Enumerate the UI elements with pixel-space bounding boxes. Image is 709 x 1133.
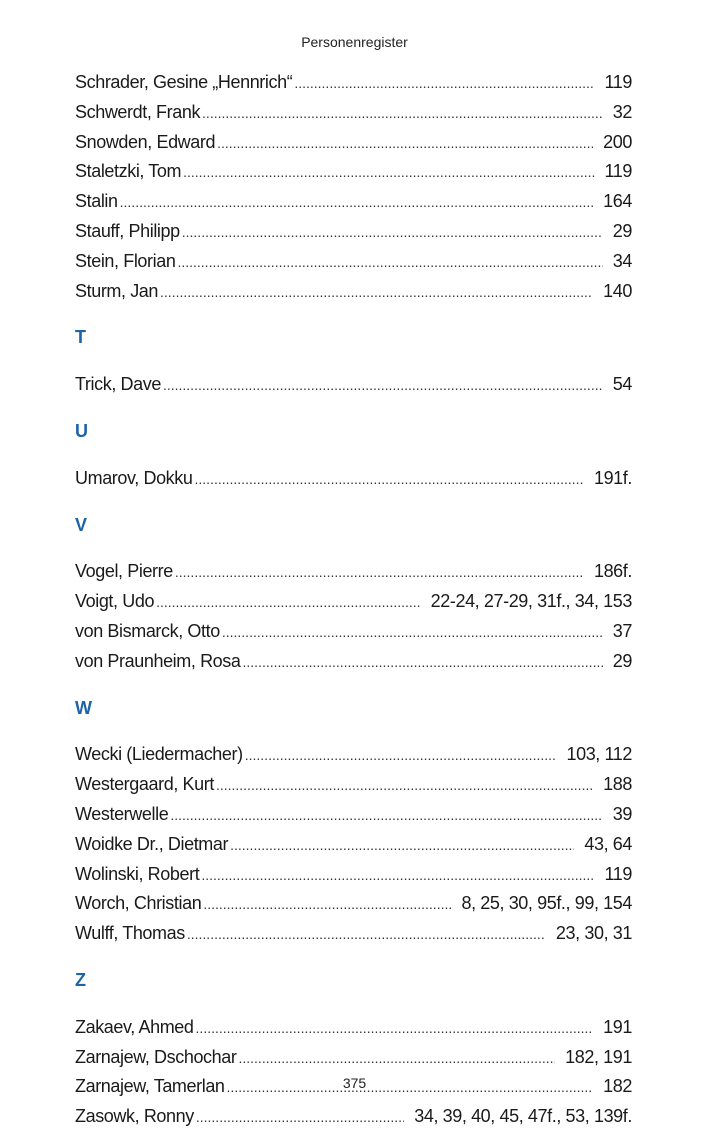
entry-pages: 43, 64: [584, 833, 632, 854]
entry-pages: 39: [612, 803, 632, 824]
entry-pages: 8, 25, 30, 95f., 99, 154: [461, 893, 632, 914]
running-head: Personenregister: [301, 34, 408, 50]
index-entry: [75, 1013, 632, 1043]
index-entry: [75, 919, 632, 949]
dot-leader: [160, 278, 593, 308]
entry-pages: 182, 191: [565, 1046, 632, 1067]
person-index: [75, 68, 632, 1132]
entry-pages: 119: [604, 72, 632, 92]
index-entry: [75, 370, 632, 400]
entry-pages: 34, 39, 40, 45, 47f., 53, 139f.: [414, 1106, 632, 1127]
entry-pages: 186f.: [593, 561, 632, 582]
entry-name: von Bismarck, Otto: [75, 620, 220, 641]
dot-leader: [238, 1044, 555, 1074]
entry-pages: 164: [603, 191, 632, 212]
dot-leader: [245, 741, 557, 771]
dot-leader: [196, 1103, 404, 1133]
dot-leader: [216, 771, 593, 801]
entry-name: Westerwelle: [75, 803, 169, 824]
index-entry: [75, 889, 632, 919]
entry-name: von Praunheim, Rosa: [75, 650, 241, 671]
entry-name: Voigt, Udo: [75, 591, 155, 612]
section-letter-v: V: [75, 514, 88, 535]
entry-pages: 34: [612, 250, 632, 271]
index-entry: [75, 740, 632, 770]
entry-name: Stein, Florian: [75, 250, 176, 271]
dot-leader: [120, 188, 594, 218]
entry-pages: 29: [612, 650, 632, 671]
entry-name: Zasowk, Ronny: [75, 1106, 194, 1127]
dot-leader: [243, 648, 603, 678]
dot-leader: [203, 890, 451, 920]
index-entry: [75, 247, 632, 277]
section-letter-w: W: [75, 697, 92, 718]
entry-pages: 188: [603, 774, 632, 795]
entry-name: Trick, Dave: [75, 374, 161, 395]
entry-pages: 22-24, 27-29, 31f., 34, 153: [430, 591, 632, 612]
entry-name: Westergaard, Kurt: [75, 774, 214, 795]
entry-name: Sturm, Jan: [75, 280, 159, 301]
page-number: 375: [342, 1075, 367, 1091]
entry-name: Zarnajew, Tamerlan: [75, 1076, 225, 1097]
index-entry: [75, 557, 632, 587]
index-entry: [75, 647, 632, 677]
dot-leader: [196, 1014, 594, 1044]
entry-pages: 191f.: [593, 467, 632, 488]
index-entry: [75, 217, 632, 247]
entry-pages: 32: [612, 101, 632, 122]
entry-pages: 29: [612, 220, 632, 241]
entry-pages: 119: [604, 161, 632, 182]
entry-pages: 200: [603, 131, 632, 152]
dot-leader: [182, 218, 603, 248]
dot-leader: [170, 801, 602, 831]
dot-leader: [177, 248, 602, 278]
entry-pages: 54: [612, 374, 632, 395]
entry-name: Wolinski, Robert: [75, 863, 200, 884]
index-entry: [75, 770, 632, 800]
entry-name: Vogel, Pierre: [75, 561, 173, 582]
index-entry: [75, 1043, 632, 1073]
index-entry: [75, 187, 632, 217]
dot-leader: [183, 158, 594, 188]
dot-leader: [222, 618, 603, 648]
index-entry: [75, 830, 632, 860]
entry-pages: 140: [603, 280, 632, 301]
dot-leader: [294, 69, 594, 99]
entry-pages: 191: [603, 1016, 632, 1037]
section-letter-z: Z: [75, 969, 86, 990]
index-entry: [75, 277, 632, 307]
index-entry: [75, 800, 632, 830]
entry-name: Schrader, Gesine „Hennrich“: [75, 72, 293, 92]
entry-name: Zakaev, Ahmed: [75, 1016, 194, 1037]
entry-name: Stalin: [75, 191, 118, 212]
dot-leader: [187, 920, 546, 950]
index-entry: [75, 98, 632, 128]
entry-name: Umarov, Dokku: [75, 467, 193, 488]
index-entry: [75, 157, 632, 187]
dot-leader: [230, 831, 574, 861]
index-entry: [75, 617, 632, 647]
entry-pages: 119: [604, 863, 632, 884]
entry-pages: 182: [603, 1076, 632, 1097]
entry-name: Staletzki, Tom: [75, 161, 182, 182]
index-entry: [75, 860, 632, 890]
dot-leader: [175, 558, 584, 588]
dot-leader: [217, 129, 593, 159]
dot-leader: [201, 861, 594, 891]
dot-leader: [202, 99, 603, 129]
index-entry: [75, 1102, 632, 1132]
index-entry: [75, 464, 632, 494]
dot-leader: [163, 371, 603, 401]
dot-leader: [156, 588, 421, 618]
entry-name: Worch, Christian: [75, 893, 202, 914]
entry-name: Stauff, Philipp: [75, 220, 180, 241]
section-letter-t: T: [75, 327, 86, 348]
index-entry: [75, 68, 632, 98]
dot-leader: [195, 465, 584, 495]
entry-name: Woidke Dr., Dietmar: [75, 833, 229, 854]
entry-pages: 23, 30, 31: [555, 923, 632, 944]
entry-name: Zarnajew, Dschochar: [75, 1046, 237, 1067]
section-letter-u: U: [75, 420, 88, 441]
entry-pages: 37: [612, 620, 632, 641]
entry-pages: 103, 112: [566, 744, 632, 765]
entry-name: Snowden, Edward: [75, 131, 216, 152]
entry-name: Wecki (Liedermacher): [75, 744, 243, 765]
index-entry: [75, 128, 632, 158]
entry-name: Wulff, Thomas: [75, 923, 185, 944]
index-entry: [75, 587, 632, 617]
entry-name: Schwerdt, Frank: [75, 101, 201, 122]
